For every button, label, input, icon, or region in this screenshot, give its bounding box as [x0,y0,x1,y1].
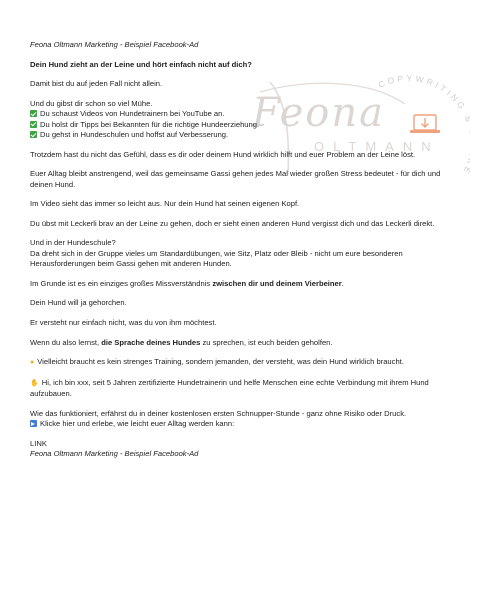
paragraph-12-text: Vielleicht braucht es kein strenges Training, sondern jemanden, der versteht, was dein Hund wirklich braucht. [37,357,404,367]
check-icon [30,131,37,138]
arrow-right-icon [30,420,37,427]
paragraph-8 [30,279,456,289]
document-page [30,40,456,460]
check-icon [30,121,37,128]
footer-caption: Feona Oltmann Marketing - Beispiel Facebook-Ad [30,449,199,459]
lightbulb-icon: ● [30,359,35,367]
headline: Dein Hund zieht an der Leine und hört einfach nicht auf dich? [30,59,252,69]
paragraph-11-emphasis: die Sprache deines Hundes [101,337,201,347]
paragraph-11 [30,338,456,348]
paragraph-12 [30,357,456,368]
paragraph-13 [30,378,456,400]
check-item-text: Du schaust Videos von Hundetrainern bei YouTube an. [40,109,225,119]
check-item-text: Du holst dir Tipps bei Bekannten für die richtige Hundeerziehung. [40,119,260,129]
paragraph-14 [30,409,456,430]
logo-script-text: Feona [252,90,385,136]
paragraph-2-intro: Und du gibst dir schon so viel Mühe. [30,98,153,108]
paragraph-11-end: zu sprechen, ist euch beiden geholfen. [200,337,333,347]
paragraph-7-question: Und in der Hundeschule? [30,238,116,248]
cta-line [30,419,456,429]
paragraph-8-text: Im Grunde ist es ein einziges großes Missverständnis [30,278,213,288]
paragraph-11-text: Wenn du also lernst, [30,337,102,347]
paragraph-14-text: Wie das funktioniert, erfährst du in deiner kostenlosen ersten Schnupper-Stunde - ganz ohne Risiko oder Druck. [30,408,407,418]
paragraph-9: Dein Hund will ja gehorchen. [30,298,127,308]
paragraph-5: Im Video sieht das immer so leicht aus. Nur dein Hund hat seinen eigenen Kopf. [30,199,300,209]
link-placeholder[interactable]: LINK [30,438,47,448]
logo-arc-text: COPYWRITING [376,73,469,114]
logo-sub-text: OLTMANN [314,139,440,154]
paragraph-7 [30,238,456,269]
cta-text: Klicke hier und erlebe, wie leicht euer Alltag werden kann: [40,419,235,429]
header-caption: Feona Oltmann Marketing - Beispiel Facebook-Ad [30,40,199,49]
paragraph-7-text: Da dreht sich in der Gruppe vieles um Standardübungen, wie Sitz, Platz oder Bleib - nicht um eure besonderen Herausforderungen beim Gassi gehen mit anderen Hunden. [30,248,403,269]
paragraph-4: Euer Alltag bleibt anstrengend, weil das gemeinsame Gassi gehen jedes Mal wieder großen Stress bedeutet - für dich und deinen Hund. [30,169,441,189]
check-item [30,120,456,130]
check-item-text: Du gehst in Hundeschulen und hoffst auf Verbesserung. [40,130,229,139]
check-item [30,130,456,140]
paragraph-3: Trotzdem hast du nicht das Gefühl, dass es dir oder deinem Hund wirklich hilft und euer Problem an der Leine löst. [30,149,416,159]
check-icon [30,110,37,117]
paragraph-10: Er versteht nur einfach nicht, was du von ihm möchtest. [30,317,217,327]
paragraph-6: Du übst mit Leckerli brav an der Leine zu gehen, doch er sieht einen anderen Hund vergisst dich und das Leckerli direkt. [30,218,435,228]
paragraph-8-end: . [341,278,344,288]
paragraph-13-text: Hi, ich bin xxx, seit 5 Jahren zertifizierte Hundetrainerin und helfe Menschen eine echte Verbindung mit ihrem Hund aufzubauen. [30,377,429,399]
paragraph-8-emphasis: zwischen dir und deinem Vierbeiner [212,278,342,288]
waving-hand-icon: ✋ [30,379,39,387]
paragraph-1: Damit bist du auf jeden Fall nicht allein. [30,79,163,89]
